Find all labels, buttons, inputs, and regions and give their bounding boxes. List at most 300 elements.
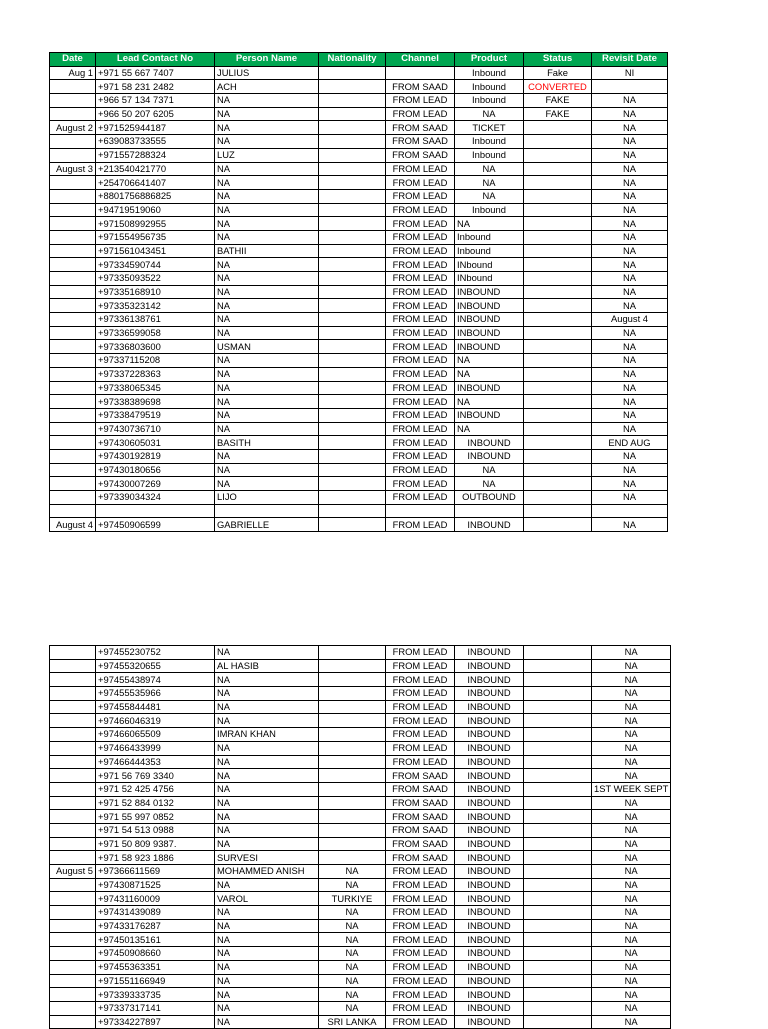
- cell-date: [50, 906, 96, 920]
- cell-lead-contact: +213540421770: [96, 162, 215, 176]
- cell-lead-contact: +97466433999: [96, 741, 215, 755]
- cell-channel: FROM SAAD: [386, 80, 455, 94]
- cell-date: [50, 94, 96, 108]
- cell-channel: FROM LEAD: [386, 673, 455, 687]
- table-row: [50, 646, 671, 660]
- table-row: [50, 769, 671, 783]
- cell-date: [50, 230, 96, 244]
- cell-date: [50, 659, 96, 673]
- cell-status: [524, 189, 592, 203]
- cell-status: [524, 782, 592, 796]
- cell-product: INBOUND: [455, 326, 524, 340]
- cell-product: NA: [455, 189, 524, 203]
- cell-channel: FROM LEAD: [386, 659, 455, 673]
- cell-date: [50, 436, 96, 450]
- cell-status: [524, 687, 592, 701]
- cell-revisit-date: NA: [592, 477, 668, 491]
- table-row: [50, 449, 668, 463]
- cell-date: [50, 974, 96, 988]
- cell-nationality: [319, 94, 386, 108]
- cell-product: INBOUND: [455, 988, 524, 1002]
- cell-lead-contact: +97466444353: [96, 755, 215, 769]
- cell-person-name: NA: [215, 367, 319, 381]
- cell-revisit-date: NA: [592, 865, 671, 879]
- cell-person-name: NA: [215, 176, 319, 190]
- cell-nationality: NA: [319, 947, 386, 961]
- cell-status: FAKE: [524, 94, 592, 108]
- cell-lead-contact: +97430871525: [96, 878, 215, 892]
- cell-person-name: ACH: [215, 80, 319, 94]
- cell-nationality: [319, 491, 386, 505]
- cell-nationality: [319, 463, 386, 477]
- header-person-name: Person Name: [215, 53, 319, 67]
- cell-date: [50, 988, 96, 1002]
- cell-date: [50, 1015, 96, 1029]
- cell-channel: FROM LEAD: [386, 687, 455, 701]
- cell-person-name: NA: [215, 906, 319, 920]
- cell-nationality: [319, 769, 386, 783]
- cell-product: INBOUND: [455, 449, 524, 463]
- cell-date: [50, 107, 96, 121]
- cell-person-name: NA: [215, 217, 319, 231]
- cell-nationality: [319, 673, 386, 687]
- cell-lead-contact: +97455535966: [96, 687, 215, 701]
- cell-date: [50, 408, 96, 422]
- cell-lead-contact: +966 50 207 6205: [96, 107, 215, 121]
- cell-lead-contact: +971 54 513 0988: [96, 823, 215, 837]
- cell-date: [50, 796, 96, 810]
- cell-date: [50, 851, 96, 865]
- cell-status: [524, 354, 592, 368]
- cell-date: [50, 395, 96, 409]
- cell-person-name: NA: [215, 988, 319, 1002]
- cell-channel: FROM SAAD: [386, 823, 455, 837]
- cell-revisit-date: NA: [592, 94, 668, 108]
- cell-channel: FROM LEAD: [386, 988, 455, 1002]
- table-row: [50, 988, 671, 1002]
- cell-status: FAKE: [524, 107, 592, 121]
- cell-status: [524, 878, 592, 892]
- cell-status: [524, 258, 592, 272]
- cell-lead-contact: +971 55 997 0852: [96, 810, 215, 824]
- cell-product: INBOUND: [455, 878, 524, 892]
- cell-revisit-date: NA: [592, 919, 671, 933]
- cell-product: NA: [455, 477, 524, 491]
- cell-channel: FROM LEAD: [386, 340, 455, 354]
- cell-product: Inbound: [455, 94, 524, 108]
- cell-date: [50, 782, 96, 796]
- cell-revisit-date: NA: [592, 449, 668, 463]
- cell-status: [524, 367, 592, 381]
- cell-channel: FROM LEAD: [386, 865, 455, 879]
- cell-date: [50, 148, 96, 162]
- cell-product: INBOUND: [455, 673, 524, 687]
- cell-date: August 2: [50, 121, 96, 135]
- cell-lead-contact: +971525944187: [96, 121, 215, 135]
- cell-revisit-date: NA: [592, 217, 668, 231]
- cell-product: INBOUND: [455, 906, 524, 920]
- cell-person-name: NA: [215, 919, 319, 933]
- cell-channel: FROM SAAD: [386, 810, 455, 824]
- cell-revisit-date: NA: [592, 837, 671, 851]
- table-row: [50, 230, 668, 244]
- cell-revisit-date: [592, 80, 668, 94]
- cell-lead-contact: +97335093522: [96, 272, 215, 286]
- cell-nationality: [319, 741, 386, 755]
- table-row: [50, 121, 668, 135]
- cell-status: [524, 659, 592, 673]
- cell-lead-contact: +97338389698: [96, 395, 215, 409]
- cell-person-name: NA: [215, 107, 319, 121]
- cell-status: [524, 272, 592, 286]
- cell-lead-contact: +97336138761: [96, 313, 215, 327]
- cell-date: [50, 326, 96, 340]
- cell-date: [50, 313, 96, 327]
- cell-person-name: SURVESI: [215, 851, 319, 865]
- cell-date: [50, 381, 96, 395]
- cell-lead-contact: +97455320655: [96, 659, 215, 673]
- cell-lead-contact: +97335323142: [96, 299, 215, 313]
- cell-nationality: NA: [319, 878, 386, 892]
- cell-status: [524, 121, 592, 135]
- cell-person-name: NA: [215, 755, 319, 769]
- cell-status: [524, 1001, 592, 1015]
- cell-channel: FROM SAAD: [386, 796, 455, 810]
- cell-date: [50, 340, 96, 354]
- cell-date: [50, 673, 96, 687]
- cell-lead-contact: +97336599058: [96, 326, 215, 340]
- cell-nationality: [319, 230, 386, 244]
- cell-status: [524, 919, 592, 933]
- cell-product: INBOUND: [455, 796, 524, 810]
- cell-person-name: VAROL: [215, 892, 319, 906]
- cell-product: OUTBOUND: [455, 491, 524, 505]
- cell-status: [524, 714, 592, 728]
- cell-revisit-date: NA: [592, 272, 668, 286]
- cell-lead-contact: +97338065345: [96, 381, 215, 395]
- cell-revisit-date: NA: [592, 755, 671, 769]
- cell-product: INBOUND: [455, 974, 524, 988]
- cell-nationality: NA: [319, 1001, 386, 1015]
- cell-product: INbound: [455, 258, 524, 272]
- cell-channel: FROM LEAD: [386, 313, 455, 327]
- cell-product: INBOUND: [455, 408, 524, 422]
- table-row: [50, 741, 671, 755]
- table-row: [50, 135, 668, 149]
- cell-nationality: TURKIYE: [319, 892, 386, 906]
- cell-status: [524, 988, 592, 1002]
- cell-lead-contact: +97335168910: [96, 285, 215, 299]
- table-row: [50, 189, 668, 203]
- cell-nationality: [319, 395, 386, 409]
- cell-status: [524, 436, 592, 450]
- cell-revisit-date: NA: [592, 700, 671, 714]
- cell-nationality: NA: [319, 865, 386, 879]
- cell-product: Inbound: [455, 66, 524, 80]
- cell-status: [524, 299, 592, 313]
- cell-nationality: [319, 408, 386, 422]
- header-date: Date: [50, 53, 96, 67]
- cell-channel: FROM SAAD: [386, 782, 455, 796]
- cell-date: [50, 367, 96, 381]
- table-row: [50, 217, 668, 231]
- cell-status: [524, 504, 592, 518]
- cell-status: [524, 947, 592, 961]
- cell-revisit-date: NA: [592, 687, 671, 701]
- cell-date: [50, 810, 96, 824]
- table-row: [50, 810, 671, 824]
- table-row: [50, 960, 671, 974]
- cell-date: [50, 176, 96, 190]
- cell-channel: FROM LEAD: [386, 714, 455, 728]
- cell-status: [524, 646, 592, 660]
- cell-lead-contact: +97431160009: [96, 892, 215, 906]
- cell-revisit-date: NA: [592, 810, 671, 824]
- cell-person-name: LUZ: [215, 148, 319, 162]
- cell-revisit-date: NA: [592, 823, 671, 837]
- cell-person-name: NA: [215, 354, 319, 368]
- cell-status: [524, 755, 592, 769]
- table-row: [50, 878, 671, 892]
- cell-person-name: GABRIELLE: [215, 518, 319, 532]
- cell-person-name: JULIUS: [215, 66, 319, 80]
- cell-person-name: BASITH: [215, 436, 319, 450]
- cell-nationality: [319, 436, 386, 450]
- cell-person-name: NA: [215, 258, 319, 272]
- cell-date: [50, 203, 96, 217]
- cell-nationality: [319, 687, 386, 701]
- cell-lead-contact: +97337317141: [96, 1001, 215, 1015]
- cell-nationality: [319, 203, 386, 217]
- cell-revisit-date: NA: [592, 906, 671, 920]
- cell-channel: [386, 66, 455, 80]
- cell-lead-contact: +8801756886825: [96, 189, 215, 203]
- cell-lead-contact: +254706641407: [96, 176, 215, 190]
- cell-person-name: MOHAMMED ANISH: [215, 865, 319, 879]
- cell-product: NA: [455, 354, 524, 368]
- cell-lead-contact: +971551166949: [96, 974, 215, 988]
- cell-revisit-date: NA: [592, 395, 668, 409]
- cell-date: [50, 892, 96, 906]
- table-row: [50, 728, 671, 742]
- cell-date: [50, 769, 96, 783]
- cell-revisit-date: NA: [592, 960, 671, 974]
- cell-person-name: NA: [215, 837, 319, 851]
- cell-person-name: USMAN: [215, 340, 319, 354]
- cell-product: INBOUND: [455, 381, 524, 395]
- table-row: [50, 162, 668, 176]
- cell-nationality: [319, 728, 386, 742]
- cell-nationality: [319, 518, 386, 532]
- cell-date: [50, 354, 96, 368]
- cell-revisit-date: NA: [592, 408, 668, 422]
- cell-product: INBOUND: [455, 714, 524, 728]
- cell-status: [524, 477, 592, 491]
- table-row: [50, 518, 668, 532]
- cell-lead-contact: +97336803600: [96, 340, 215, 354]
- cell-status: [524, 135, 592, 149]
- cell-product: NA: [455, 107, 524, 121]
- cell-revisit-date: NA: [592, 340, 668, 354]
- table-row: [50, 340, 668, 354]
- cell-nationality: [319, 313, 386, 327]
- cell-status: [524, 381, 592, 395]
- cell-date: [50, 933, 96, 947]
- cell-person-name: NA: [215, 714, 319, 728]
- cell-status: [524, 491, 592, 505]
- cell-revisit-date: NA: [592, 741, 671, 755]
- cell-nationality: [319, 755, 386, 769]
- cell-lead-contact: +97455363351: [96, 960, 215, 974]
- cell-channel: FROM LEAD: [386, 491, 455, 505]
- cell-date: [50, 919, 96, 933]
- cell-date: [50, 422, 96, 436]
- table-row: [50, 381, 668, 395]
- cell-person-name: NA: [215, 477, 319, 491]
- cell-lead-contact: +971 50 809 9387.: [96, 837, 215, 851]
- cell-product: INBOUND: [455, 933, 524, 947]
- table-row: [50, 422, 668, 436]
- cell-product: NA: [455, 217, 524, 231]
- cell-channel: FROM LEAD: [386, 299, 455, 313]
- cell-channel: FROM LEAD: [386, 381, 455, 395]
- cell-revisit-date: NA: [592, 769, 671, 783]
- table-row: [50, 673, 671, 687]
- cell-nationality: [319, 810, 386, 824]
- cell-nationality: [319, 851, 386, 865]
- cell-nationality: [319, 422, 386, 436]
- cell-date: [50, 135, 96, 149]
- cell-nationality: [319, 217, 386, 231]
- cell-nationality: [319, 381, 386, 395]
- cell-revisit-date: NA: [592, 463, 668, 477]
- cell-person-name: AL HASIB: [215, 659, 319, 673]
- cell-lead-contact: +639083733555: [96, 135, 215, 149]
- table-row: [50, 66, 668, 80]
- cell-status: [524, 851, 592, 865]
- cell-product: INBOUND: [455, 769, 524, 783]
- cell-channel: FROM LEAD: [386, 176, 455, 190]
- table-row: [50, 892, 671, 906]
- cell-revisit-date: NA: [592, 892, 671, 906]
- cell-person-name: NA: [215, 422, 319, 436]
- cell-channel: FROM LEAD: [386, 408, 455, 422]
- cell-nationality: [319, 646, 386, 660]
- cell-revisit-date: [592, 504, 668, 518]
- cell-nationality: [319, 66, 386, 80]
- cell-lead-contact: +97466046319: [96, 714, 215, 728]
- cell-product: INBOUND: [455, 1015, 524, 1029]
- table-row: [50, 436, 668, 450]
- table-row: [50, 659, 671, 673]
- header-status: Status: [524, 53, 592, 67]
- cell-channel: FROM LEAD: [386, 203, 455, 217]
- table-row: [50, 94, 668, 108]
- cell-nationality: [319, 714, 386, 728]
- cell-channel: FROM SAAD: [386, 121, 455, 135]
- leads-table-top: [49, 52, 668, 532]
- cell-nationality: [319, 449, 386, 463]
- cell-product: INBOUND: [455, 659, 524, 673]
- cell-lead-contact: +97455844481: [96, 700, 215, 714]
- cell-status: [524, 974, 592, 988]
- cell-revisit-date: NA: [592, 1015, 671, 1029]
- cell-person-name: NA: [215, 947, 319, 961]
- cell-revisit-date: NA: [592, 646, 671, 660]
- cell-nationality: NA: [319, 974, 386, 988]
- cell-date: [50, 258, 96, 272]
- cell-date: [50, 504, 96, 518]
- table-row: [50, 851, 671, 865]
- cell-product: Inbound: [455, 244, 524, 258]
- cell-lead-contact: +97430180656: [96, 463, 215, 477]
- cell-revisit-date: 1ST WEEK SEPT: [592, 782, 671, 796]
- cell-person-name: LIJO: [215, 491, 319, 505]
- cell-status: [524, 728, 592, 742]
- cell-status: [524, 933, 592, 947]
- cell-channel: FROM LEAD: [386, 436, 455, 450]
- cell-person-name: NA: [215, 135, 319, 149]
- cell-person-name: NA: [215, 326, 319, 340]
- cell-nationality: [319, 782, 386, 796]
- cell-channel: FROM LEAD: [386, 367, 455, 381]
- cell-channel: FROM LEAD: [386, 285, 455, 299]
- cell-status: [524, 463, 592, 477]
- table-row: [50, 203, 668, 217]
- cell-person-name: NA: [215, 823, 319, 837]
- cell-person-name: NA: [215, 769, 319, 783]
- cell-product: [455, 504, 524, 518]
- table-row: [50, 837, 671, 851]
- cell-nationality: [319, 189, 386, 203]
- header-channel: Channel: [386, 53, 455, 67]
- cell-product: NA: [455, 422, 524, 436]
- cell-status: [524, 518, 592, 532]
- table-row: [50, 823, 671, 837]
- cell-revisit-date: END AUG: [592, 436, 668, 450]
- cell-nationality: [319, 272, 386, 286]
- cell-nationality: NA: [319, 933, 386, 947]
- cell-channel: FROM LEAD: [386, 878, 455, 892]
- cell-status: [524, 230, 592, 244]
- cell-status: [524, 422, 592, 436]
- cell-lead-contact: +97431439089: [96, 906, 215, 920]
- cell-person-name: NA: [215, 974, 319, 988]
- cell-revisit-date: NA: [592, 121, 668, 135]
- table-row: [50, 865, 671, 879]
- cell-nationality: [319, 285, 386, 299]
- cell-revisit-date: NA: [592, 673, 671, 687]
- cell-person-name: NA: [215, 463, 319, 477]
- cell-lead-contact: +97366611569: [96, 865, 215, 879]
- cell-channel: FROM LEAD: [386, 463, 455, 477]
- cell-lead-contact: +97334227897: [96, 1015, 215, 1029]
- cell-product: INBOUND: [455, 728, 524, 742]
- cell-person-name: BATHII: [215, 244, 319, 258]
- cell-channel: FROM LEAD: [386, 974, 455, 988]
- cell-revisit-date: NA: [592, 285, 668, 299]
- cell-nationality: [319, 340, 386, 354]
- cell-person-name: NA: [215, 1015, 319, 1029]
- table-row: [50, 796, 671, 810]
- cell-status: [524, 313, 592, 327]
- cell-person-name: NA: [215, 162, 319, 176]
- cell-date: [50, 272, 96, 286]
- cell-channel: FROM LEAD: [386, 919, 455, 933]
- cell-lead-contact: +971561043451: [96, 244, 215, 258]
- cell-date: [50, 714, 96, 728]
- cell-lead-contact: +97334590744: [96, 258, 215, 272]
